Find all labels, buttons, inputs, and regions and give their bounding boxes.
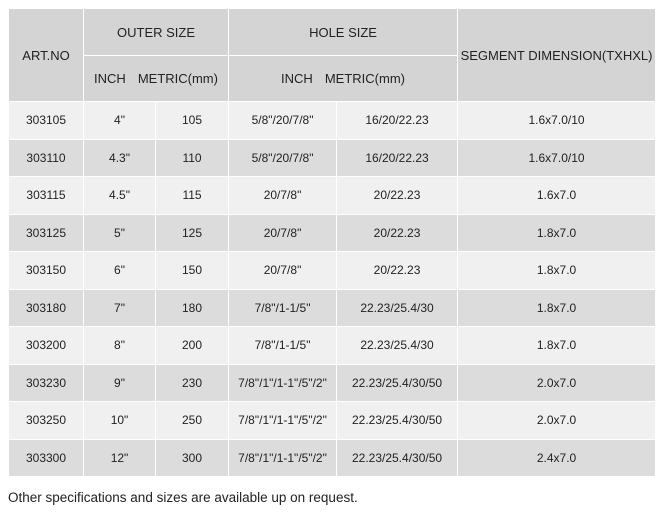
cell-segment: 1.8x7.0	[458, 252, 656, 290]
cell-outer-metric: 200	[156, 327, 229, 365]
cell-hole-inch: 7/8"/1-1/5"	[229, 327, 337, 365]
footnote: Other specifications and sizes are available up on request.	[8, 490, 358, 505]
header-hole-inch: INCH	[281, 71, 313, 86]
cell-outer-inch: 4.5"	[84, 177, 156, 215]
cell-hole-inch: 5/8"/20/7/8"	[229, 102, 337, 140]
cell-hole-metric: 16/20/22.23	[337, 102, 458, 140]
cell-hole-inch: 20/7/8"	[229, 252, 337, 290]
cell-hole-inch: 5/8"/20/7/8"	[229, 139, 337, 177]
cell-hole-metric: 22.23/25.4/30/50	[337, 439, 458, 477]
cell-art-no: 303105	[9, 102, 84, 140]
cell-segment: 2.4x7.0	[458, 439, 656, 477]
cell-outer-inch: 7"	[84, 289, 156, 327]
cell-outer-metric: 115	[156, 177, 229, 215]
cell-outer-inch: 9"	[84, 364, 156, 402]
cell-outer-inch: 4"	[84, 102, 156, 140]
cell-hole-metric: 20/22.23	[337, 214, 458, 252]
cell-hole-metric: 22.23/25.4/30/50	[337, 402, 458, 440]
table-row	[9, 364, 656, 402]
cell-hole-metric: 22.23/25.4/30	[337, 327, 458, 365]
cell-hole-inch: 7/8"/1"/1-1"/5"/2"	[229, 439, 337, 477]
cell-outer-metric: 105	[156, 102, 229, 140]
cell-segment: 1.6x7.0/10	[458, 139, 656, 177]
cell-outer-inch: 8"	[84, 327, 156, 365]
cell-outer-inch: 5"	[84, 214, 156, 252]
cell-outer-metric: 300	[156, 439, 229, 477]
cell-art-no: 303230	[9, 364, 84, 402]
spec-table	[8, 8, 656, 477]
header-outer-units	[84, 56, 229, 102]
cell-outer-metric: 180	[156, 289, 229, 327]
header-segment-dimension: SEGMENT DIMENSION(TXHXL)	[458, 9, 656, 102]
cell-segment: 1.8x7.0	[458, 214, 656, 252]
cell-hole-inch: 7/8"/1-1/5"	[229, 289, 337, 327]
cell-outer-metric: 150	[156, 252, 229, 290]
cell-art-no: 303115	[9, 177, 84, 215]
table-row	[9, 102, 656, 140]
cell-segment: 1.8x7.0	[458, 327, 656, 365]
cell-hole-inch: 7/8"/1"/1-1"/5"/2"	[229, 402, 337, 440]
cell-segment: 1.8x7.0	[458, 289, 656, 327]
header-hole-metric: METRIC(mm)	[324, 71, 405, 86]
cell-segment: 1.6x7.0	[458, 177, 656, 215]
header-art-no: ART.NO	[9, 9, 84, 102]
cell-hole-inch: 7/8"/1"/1-1"/5"/2"	[229, 364, 337, 402]
table-row	[9, 139, 656, 177]
cell-hole-metric: 22.23/25.4/30/50	[337, 364, 458, 402]
cell-art-no: 303200	[9, 327, 84, 365]
cell-outer-inch: 12"	[84, 439, 156, 477]
cell-segment: 1.6x7.0/10	[458, 102, 656, 140]
header-outer-size: OUTER SIZE	[84, 9, 229, 56]
cell-art-no: 303250	[9, 402, 84, 440]
table-row	[9, 439, 656, 477]
cell-outer-metric: 250	[156, 402, 229, 440]
cell-outer-metric: 125	[156, 214, 229, 252]
table-row	[9, 252, 656, 290]
table-row	[9, 289, 656, 327]
cell-art-no: 303110	[9, 139, 84, 177]
cell-segment: 2.0x7.0	[458, 364, 656, 402]
cell-hole-metric: 16/20/22.23	[337, 139, 458, 177]
header-outer-inch: INCH	[94, 71, 126, 86]
cell-art-no: 303180	[9, 289, 84, 327]
table-row	[9, 214, 656, 252]
cell-hole-inch: 20/7/8"	[229, 214, 337, 252]
header-hole-units	[229, 56, 458, 102]
cell-segment: 2.0x7.0	[458, 402, 656, 440]
table-row	[9, 402, 656, 440]
cell-outer-inch: 6"	[84, 252, 156, 290]
header-outer-metric: METRIC(mm)	[137, 71, 218, 86]
table-row	[9, 327, 656, 365]
cell-outer-inch: 10"	[84, 402, 156, 440]
cell-outer-metric: 230	[156, 364, 229, 402]
table-row	[9, 177, 656, 215]
cell-hole-metric: 20/22.23	[337, 177, 458, 215]
cell-art-no: 303150	[9, 252, 84, 290]
cell-hole-inch: 20/7/8"	[229, 177, 337, 215]
cell-outer-metric: 110	[156, 139, 229, 177]
cell-hole-metric: 22.23/25.4/30	[337, 289, 458, 327]
cell-hole-metric: 20/22.23	[337, 252, 458, 290]
header-hole-size: HOLE SIZE	[229, 9, 458, 56]
cell-art-no: 303300	[9, 439, 84, 477]
cell-art-no: 303125	[9, 214, 84, 252]
cell-outer-inch: 4.3"	[84, 139, 156, 177]
